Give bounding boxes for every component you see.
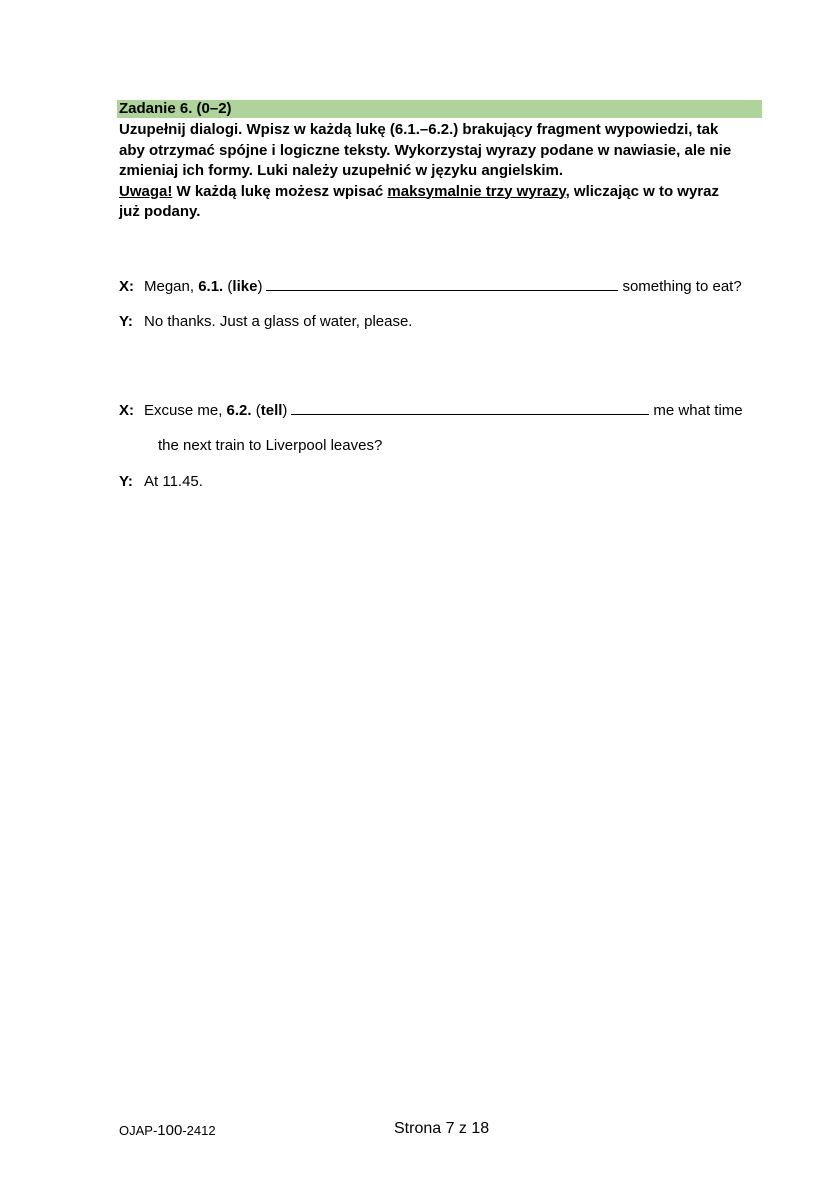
dialog2-x-continuation: the next train to Liverpool leaves?	[158, 437, 383, 454]
word-close: )	[257, 278, 263, 295]
note-emphasis: maksymalnie trzy wyrazy	[387, 182, 566, 200]
word-open: (	[251, 402, 261, 419]
task-instructions	[119, 120, 769, 223]
note-text-b: , wliczając w to wyraz	[565, 182, 719, 200]
instruction-line-2: aby otrzymać spójne i logiczne teksty. Wykorzystaj wyrazy podane w nawiasie, ale nie	[119, 141, 732, 159]
speaker-y: Y:	[119, 313, 133, 330]
instruction-line-1: Uzupełnij dialogi. Wpisz w każdą lukę (6.1.–6.2.) brakujący fragment wypowiedzi, tak	[119, 121, 719, 138]
given-word-tell: tell	[260, 402, 283, 419]
speaker-y: Y:	[119, 473, 133, 490]
given-word-like: like	[232, 278, 258, 295]
exam-code-a: OJAP-	[119, 1123, 158, 1138]
note-text-a: W każdą lukę możesz wpisać	[172, 182, 388, 200]
answer-gap-6-1[interactable]	[266, 276, 618, 291]
speaker-x: X:	[119, 278, 134, 295]
instruction-note-line-2: już podany.	[119, 203, 201, 220]
item-number-6-2: 6.2.	[226, 402, 252, 419]
task-title: Zadanie 6. (0–2)	[117, 100, 762, 118]
answer-gap-6-2[interactable]	[291, 400, 649, 415]
dialog1-x-pre: Megan,	[144, 278, 199, 295]
dialog2-x-line	[119, 400, 743, 421]
dialog1-x-post: something to eat?	[622, 278, 742, 295]
dialog1-x-line	[119, 276, 742, 297]
speaker-x: X:	[119, 402, 134, 419]
dialog2-y-line	[119, 472, 203, 492]
instruction-line-3: zmieniaj ich formy. Luki należy uzupełnić w języku angielskim.	[119, 162, 564, 179]
item-number-6-1: 6.1.	[198, 278, 224, 295]
exam-code-c: -2412	[182, 1123, 216, 1138]
instruction-note	[119, 182, 769, 203]
exam-code	[119, 1121, 216, 1141]
dialog2-x-post: me what time	[653, 402, 743, 419]
word-open: (	[223, 278, 233, 295]
dialog2-y-text: At 11.45.	[144, 473, 203, 490]
note-label: Uwaga!	[119, 182, 173, 200]
exam-code-b: 100	[157, 1122, 183, 1139]
word-close: )	[282, 402, 288, 419]
dialog1-y-line	[119, 312, 412, 332]
page-number: Strona 7 z 18	[394, 1120, 490, 1137]
dialog1-y-text: No thanks. Just a glass of water, please.	[144, 313, 413, 330]
dialog2-x-pre: Excuse me,	[144, 402, 227, 419]
